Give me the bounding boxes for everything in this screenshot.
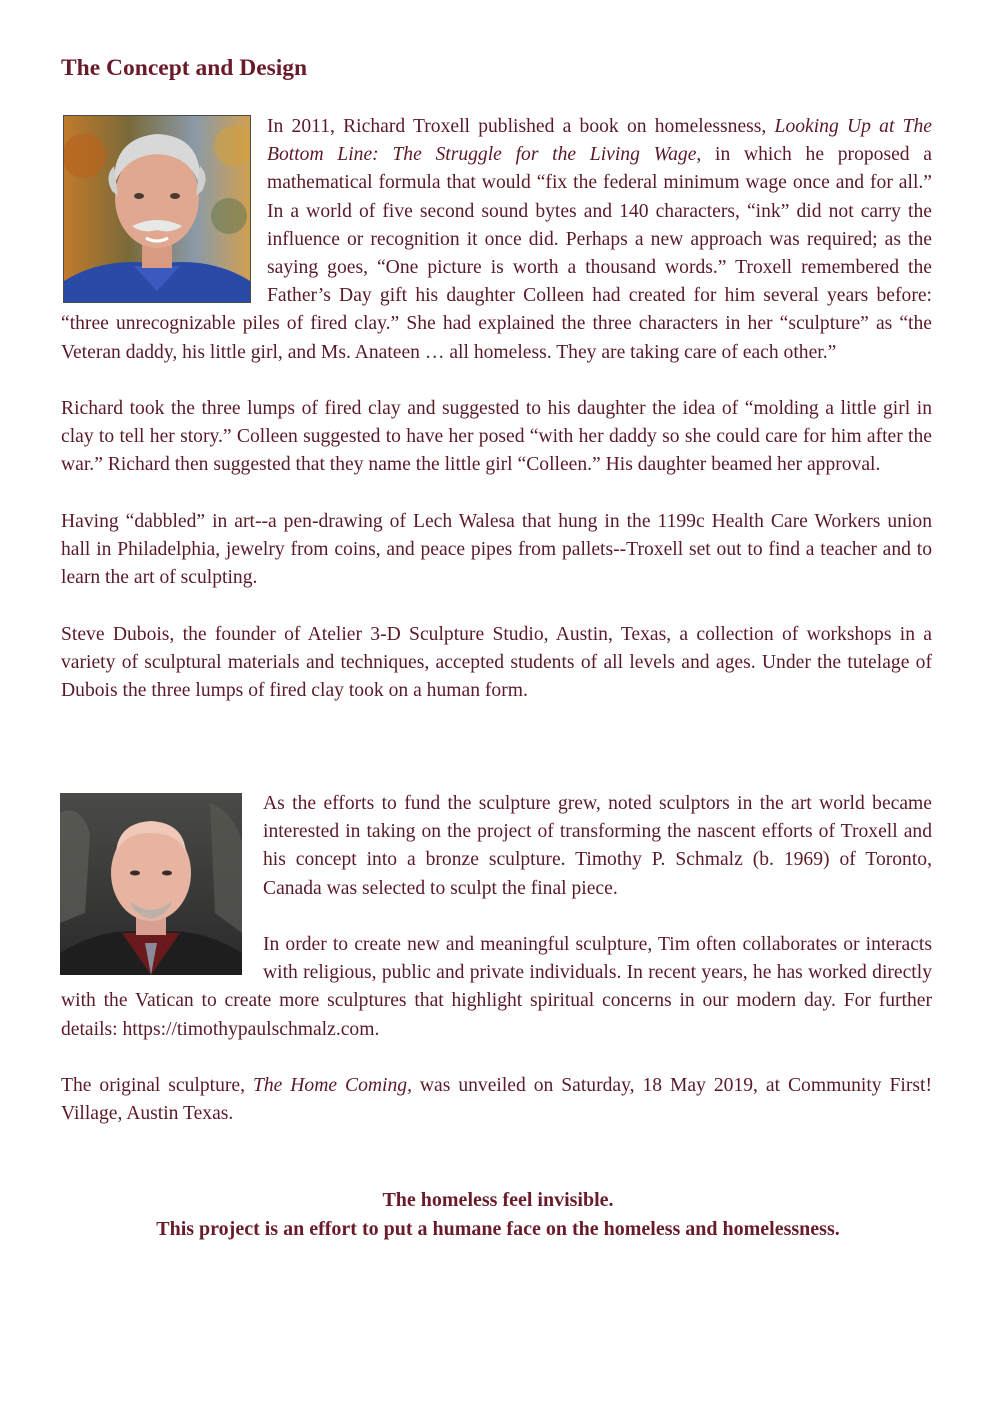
paragraph-3: Having “dabbled” in art--a pen-drawing of Lech Walesa that hung in the 1199c Health Care Workers union hall in Philadelphia, jewelry from coins, and peace pipes from pallets--Troxell set out to find a teacher and to learn the art of sculpting. — [61, 510, 932, 589]
paragraph-7: The original sculpture, The Home Coming, was unveiled on Saturday, 18 May 2019, at Community First! Village, Austin Texas. — [61, 1075, 932, 1125]
paragraph-5: As the efforts to fund the sculpture grew, noted sculptors in the art world became interested in taking on the project of transforming the nascent efforts of Troxell and his concept into a bronze sculpture. Timothy P. Schmalz (b. 1969) of Toronto, Canada was selected to sculpt the final piece. — [263, 793, 932, 899]
closing-line-1: The homeless feel invisible. — [382, 1189, 614, 1211]
section-heading: The Concept and Design — [61, 55, 308, 81]
paragraph-6: In order to create new and meaningful sculpture, Tim often collaborates or interacts with religious, public and private individuals. In recent years, he has worked directly with the Vatican to create more sculptures that highlight spiritual concerns in our modern day. For further details: https://timothypaulschmalz.com. — [61, 934, 932, 1040]
closing-line-2: This project is an effort to put a humane face on the homeless and homelessness. — [156, 1217, 840, 1240]
portrait-photo-troxell — [63, 115, 251, 303]
closing-statement — [0, 1186, 996, 1243]
paragraph-1: In 2011, Richard Troxell published a book on homelessness, Looking Up at The Bottom Line: The Struggle for the Living Wage, in which he proposed a mathematical formula that would “fix the federal minimum wage once and for all.” In a world of five second sound bytes and 140 characters, “ink” did not carry the influence or recognition it once did. Perhaps a new approach was required; as the saying goes, “One picture is worth a thousand words.” Troxell remembered the Father’s Day gift his daughter Colleen had created for him several years before: “three unrecognizable piles of fired clay.” She had explained the three characters in her “sculpture” as “the Veteran daddy, his little girl, and Ms. Anateen … all homeless. They are taking care of each other.” — [61, 116, 933, 363]
portrait-photo-schmalz — [60, 793, 242, 975]
paragraph-2: Richard took the three lumps of fired clay and suggested to his daughter the idea of “molding a little girl in clay to tell her story.” Colleen suggested to have her posed “with her daddy so she could care for him after the war.” Richard then suggested that they name the little girl “Colleen.” His daughter beamed her approval. — [61, 398, 932, 476]
paragraph-4: Steve Dubois, the founder of Atelier 3-D Sculpture Studio, Austin, Texas, a collection of workshops in a variety of sculptural materials and techniques, accepted students of all levels and ages. Under the tutelage of Dubois the three lumps of fired clay took on a human form. — [61, 623, 932, 702]
text-block-2 — [61, 790, 932, 1128]
text-block-1 — [61, 113, 932, 705]
